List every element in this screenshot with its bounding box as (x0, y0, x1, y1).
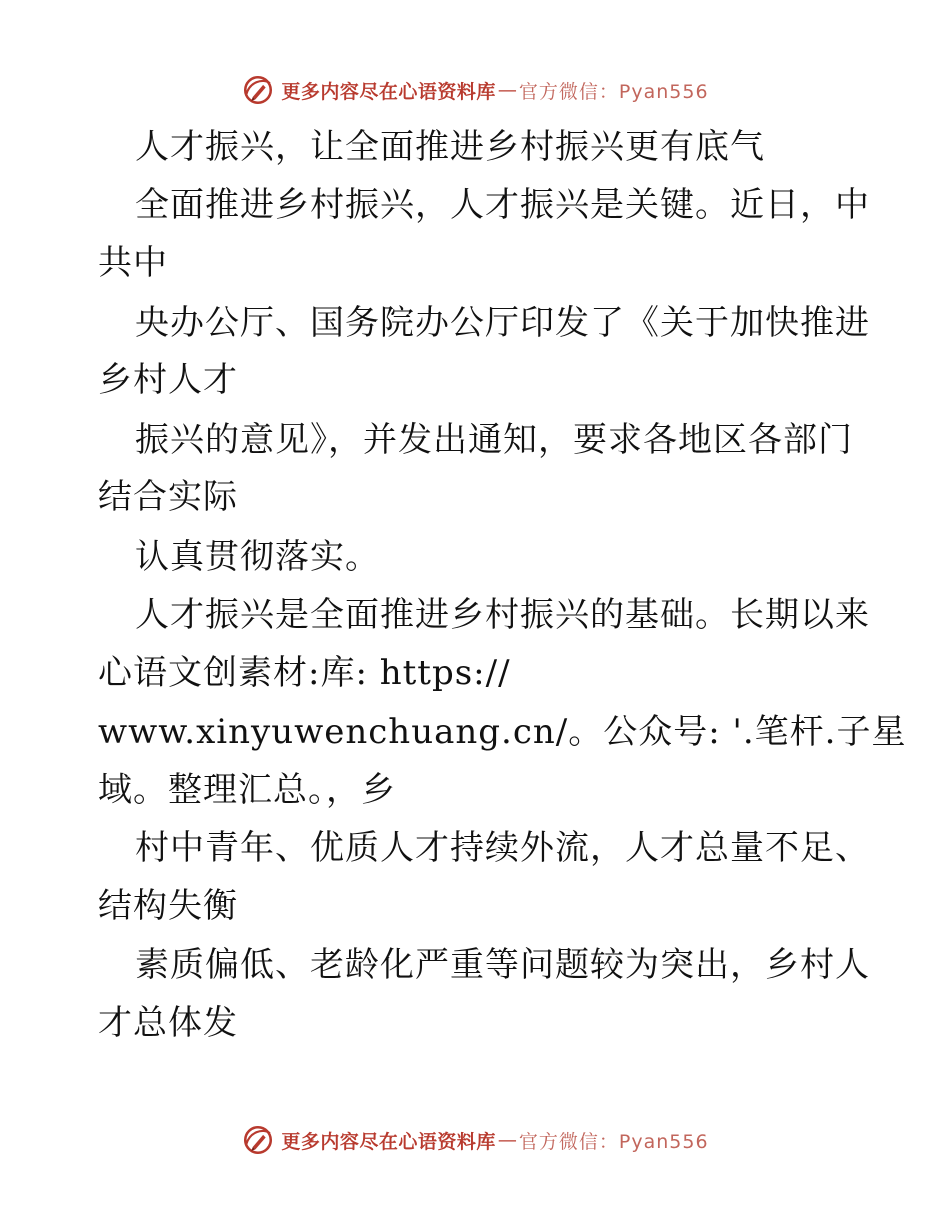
body-line: 结合实际 (98, 477, 238, 517)
body-line: 才总体发 (98, 1003, 238, 1043)
header-banner (0, 70, 950, 110)
pen-logo-icon (241, 73, 275, 107)
pen-logo-icon (241, 1123, 275, 1157)
body-line: 结构失衡 (98, 886, 238, 926)
body-line: 共中 (98, 243, 168, 283)
footer-banner (0, 1120, 950, 1160)
banner-wechat: 官方微信：Pyan556 (518, 1130, 709, 1153)
body-line: www.xinyuwenchuang.cn/。公众号: '.笔杆.子星 (98, 712, 907, 752)
body-line: 振兴的意见》，并发出通知，要求各地区各部门 (135, 420, 853, 460)
banner-wechat: 官方微信：Pyan556 (518, 80, 709, 103)
body-line: 素质偏低、老龄化严重等问题较为突出，乡村人 (135, 945, 870, 985)
body-line: 心语文创素材:库: https:// (98, 653, 511, 693)
body-line: 乡村人才 (98, 360, 238, 400)
body-line: 央办公厅、国务院办公厅印发了《关于加快推进 (135, 303, 870, 343)
banner-title: 更多内容尽在心语资料库 (281, 1130, 496, 1153)
body-line: 人才振兴是全面推进乡村振兴的基础。长期以来 (135, 595, 870, 635)
banner-dash: — (497, 1129, 517, 1151)
body-line: 全面推进乡村振兴，人才振兴是关键。近日，中 (135, 185, 870, 225)
body-line: 认真贯彻落实。 (135, 537, 380, 577)
body-line: 人才振兴，让全面推进乡村振兴更有底气 (135, 127, 765, 167)
body-line: 村中青年、优质人才持续外流，人才总量不足、 (135, 828, 870, 868)
banner-title: 更多内容尽在心语资料库 (281, 80, 496, 103)
body-line: 域。整理汇总。，乡 (98, 770, 396, 810)
banner-dash: — (497, 79, 517, 101)
